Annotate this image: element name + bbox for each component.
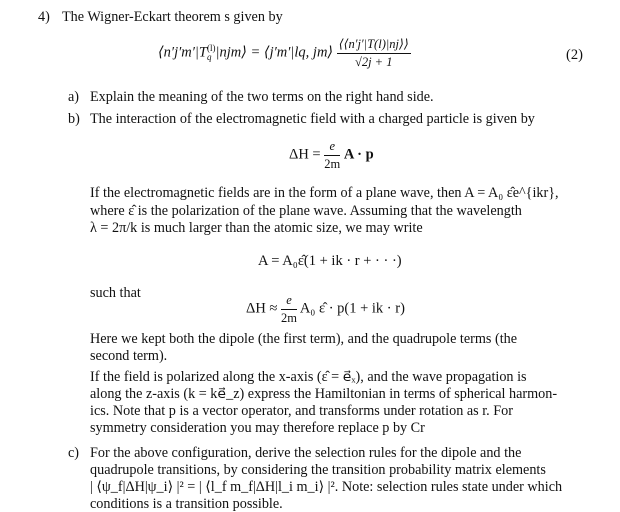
part-a-label: a) [68, 89, 80, 105]
eq-dh-lhs: ΔH = [289, 146, 321, 163]
part-c-line4: conditions is a transition possible. [90, 496, 283, 512]
eq-approx-den: 2m [281, 310, 297, 325]
para2-line2: second term). [90, 348, 168, 364]
para3-line1: If the field is polarized along the x-axis (ε̂ = e⃗ₓ), and the wave propagation is [90, 369, 527, 385]
problem-number: 4) [38, 9, 50, 25]
equation-vector-potential: A = A₀ε̂(1 + ik · r + · · ·) [258, 253, 402, 269]
eq-dh-fraction [324, 140, 340, 170]
eq-approx-rest: A₀ ε̂ · p(1 + ik · r) [299, 300, 405, 317]
para1-line2: where ε̂ is the polarization of the plane wave. Assuming that the wavelength [90, 203, 522, 219]
eq2-tensor-indices: (l) q [206, 43, 216, 62]
part-b-text: The interaction of the electromagnetic field with a charged particle is given by [90, 111, 535, 127]
part-c-line3: | ⟨ψ_f|ΔH|ψ_i⟩ |² = | ⟨l_f m_f|ΔH|l_i m_i⟩ |². Note: selection rules state under which [90, 479, 563, 495]
eq2-numerator: ⟨⟨n′j′|T(l)|nj⟩⟩ [337, 38, 411, 54]
para1-line3: λ = 2π/k is much larger than the atomic size, we may write [90, 220, 423, 236]
equation-delta-h [289, 140, 374, 170]
equation-number: (2) [566, 47, 583, 63]
eq-approx-fraction [281, 294, 297, 324]
eq-approx-lhs: ΔH ≈ [246, 300, 278, 317]
equation-wigner-eckart [158, 38, 411, 68]
para3-line3: ics. Note that p is a vector operator, and transforms under rotation as r. For [90, 403, 513, 419]
para3-line4: symmetry consideration you may therefore replace p by Cr [90, 420, 425, 436]
part-b-label: b) [68, 111, 80, 127]
eq-dh-den: 2m [324, 156, 341, 171]
eq2-denominator: √2j + 1 [354, 54, 393, 69]
eq-dh-num: e [324, 140, 340, 156]
problem-heading: The Wigner-Eckart theorem s given by [62, 9, 283, 25]
part-a-text: Explain the meaning of the two terms on the right hand side. [90, 89, 434, 105]
para2-line1: Here we kept both the dipole (the first term), and the quadrupole terms (the [90, 331, 518, 347]
part-c-label: c) [68, 445, 80, 461]
eq-dh-rest: A · p [343, 146, 374, 163]
eq2-lhs: ⟨n′j′m′|T [158, 44, 207, 61]
part-c-line2: quadrupole transitions, by considering the transition probability matrix elements [90, 462, 546, 478]
eq2-fraction [337, 38, 411, 68]
eq-approx-num: e [281, 294, 297, 310]
para3-line2: along the z-axis (k = ke⃗_z) express the Hamiltonian in terms of spherical harmon- [90, 386, 558, 402]
equation-delta-h-approx [246, 294, 405, 324]
such-that-text: such that [90, 285, 141, 301]
para1-line1: If the electromagnetic fields are in the form of a plane wave, then A = A₀ ε̂e^{ikr}, [90, 185, 559, 201]
eq2-mid: |njm⟩ = ⟨j′m′|lq, jm⟩ [215, 44, 334, 61]
part-c-line1: For the above configuration, derive the selection rules for the dipole and the [90, 445, 522, 461]
